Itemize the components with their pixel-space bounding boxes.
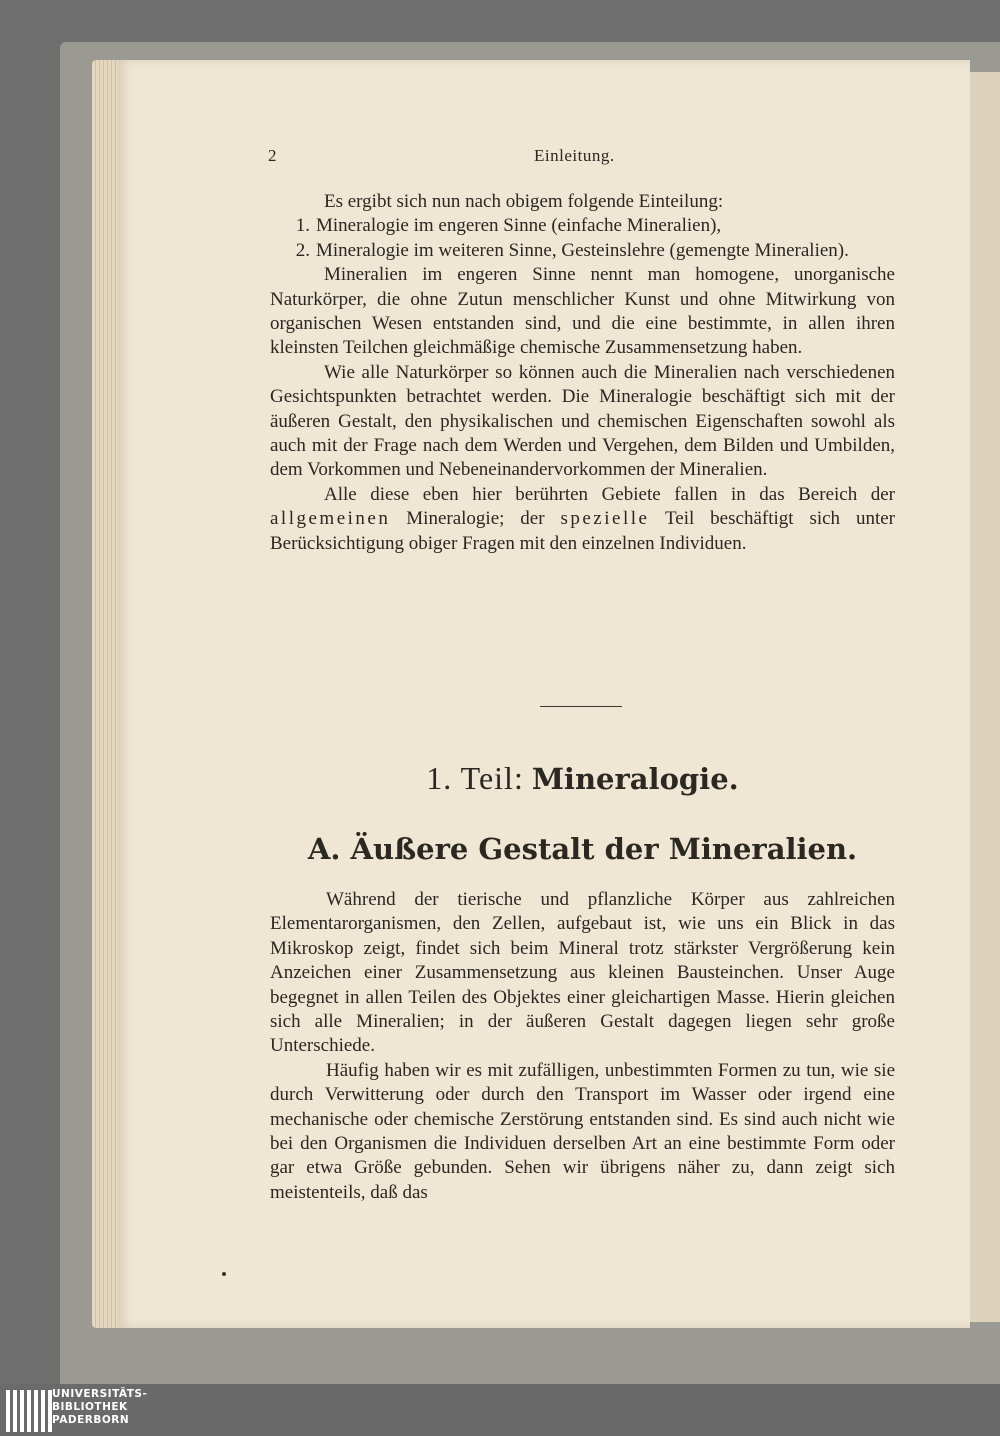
paragraph: Wie alle Naturkörper so können auch die Mineralien nach verschiedenen Gesichtspunkten betrachtet werden. Die Mineralogie beschäftigt sich mit der äußeren Gestalt, den physikalischen und chemischen Eigenschaften sowohl als auch mit der Frage nach dem Werden und Vergehen, dem Bilden und Umbilden, dem Vorkommen und Nebeneinandervorkommen der Mineralien.: [270, 361, 895, 481]
intro-lead: Es ergibt sich nun nach obigem folgende Einteilung:: [324, 191, 724, 212]
library-logo-text: [52, 1388, 147, 1427]
body-block: [270, 888, 895, 1205]
logo-line: BIBLIOTHEK: [52, 1401, 128, 1413]
library-logo-icon: [6, 1390, 52, 1432]
text-run: Mineralogie; der: [406, 508, 545, 530]
emphasis-spezielle: spezielle: [560, 508, 650, 530]
list-text: Mineralogie im weiteren Sinne, Gesteinslehre (gemengte Mineralien).: [316, 239, 849, 261]
list-text: Mineralogie im engeren Sinne (einfache Mineralien),: [316, 215, 722, 237]
paragraph: Während der tierische und pflanzliche Körper aus zahlreichen Elementarorganismen, den Zellen, aufgebaut ist, wie uns ein Blick in das Mikroskop zeigt, findet sich beim Mineral trotz stärkster Vergrößerung kein Anzeichen einer Zusammensetzung aus kleinen Bausteinchen. Unser Auge begegnet in allen Teilen des Objektes einer gleichartigen Masse. Hierin gleichen sich alle Mineralien; in der äußeren Gestalt dagegen liegen sehr große Unterschiede.: [270, 889, 895, 1057]
logo-line: UNIVERSITÄTS-: [52, 1388, 148, 1400]
running-title: Einleitung.: [534, 146, 615, 165]
part-label: 1. Teil:: [426, 760, 524, 796]
ink-speck: [222, 1272, 226, 1276]
text-run: Alle diese eben hier berührten Gebiete fallen in das Bereich der: [324, 483, 895, 505]
page-number: 2: [268, 146, 277, 165]
running-head: [268, 146, 890, 170]
section-heading: A. Äußere Gestalt der Mineralien.: [307, 832, 858, 866]
list-item: [270, 239, 895, 263]
paragraph: Mineralien im engeren Sinne nennt man homogene, unorganische Naturkörper, die ohne Zutun menschlicher Kunst und ohne Mitwirkung von organischen Wesen entstanden sind, und die eine bestimmte, in allen ihren kleinsten Teilchen gleichmäßige chemische Zusammensetzung haben.: [270, 264, 895, 359]
paragraph: Häufig haben wir es mit zufälligen, unbestimmten Formen zu tun, wie sie durch Verwitterung oder durch den Transport im Wasser oder irgend eine mechanische oder chemische Zerstörung entstanden sind. Es sind auch nicht wie bei den Organismen die Individuen derselben Art an eine bestimmte Form oder gar etwa Größe gebunden. Sehen wir übrigens näher zu, dann zeigt sich meistenteils, daß das: [270, 1059, 895, 1203]
facing-page-edge: [968, 72, 1000, 1322]
part-heading: [270, 760, 895, 797]
text-run: Teil beschäftigt sich unter Berücksichtigung obiger Fragen mit den einzelnen Individuen.: [270, 508, 895, 554]
library-footer: [0, 1384, 1000, 1436]
paragraph: [270, 483, 895, 556]
list-item: [270, 214, 895, 238]
part-title: Mineralogie.: [531, 762, 739, 796]
logo-line: PADERBORN: [52, 1414, 130, 1426]
list-number: 1.: [295, 215, 310, 237]
list-number: 2.: [295, 239, 310, 261]
intro-block: [270, 190, 895, 556]
separator-rule: [540, 706, 622, 707]
emphasis-allgemeinen: allgemeinen: [270, 508, 391, 530]
